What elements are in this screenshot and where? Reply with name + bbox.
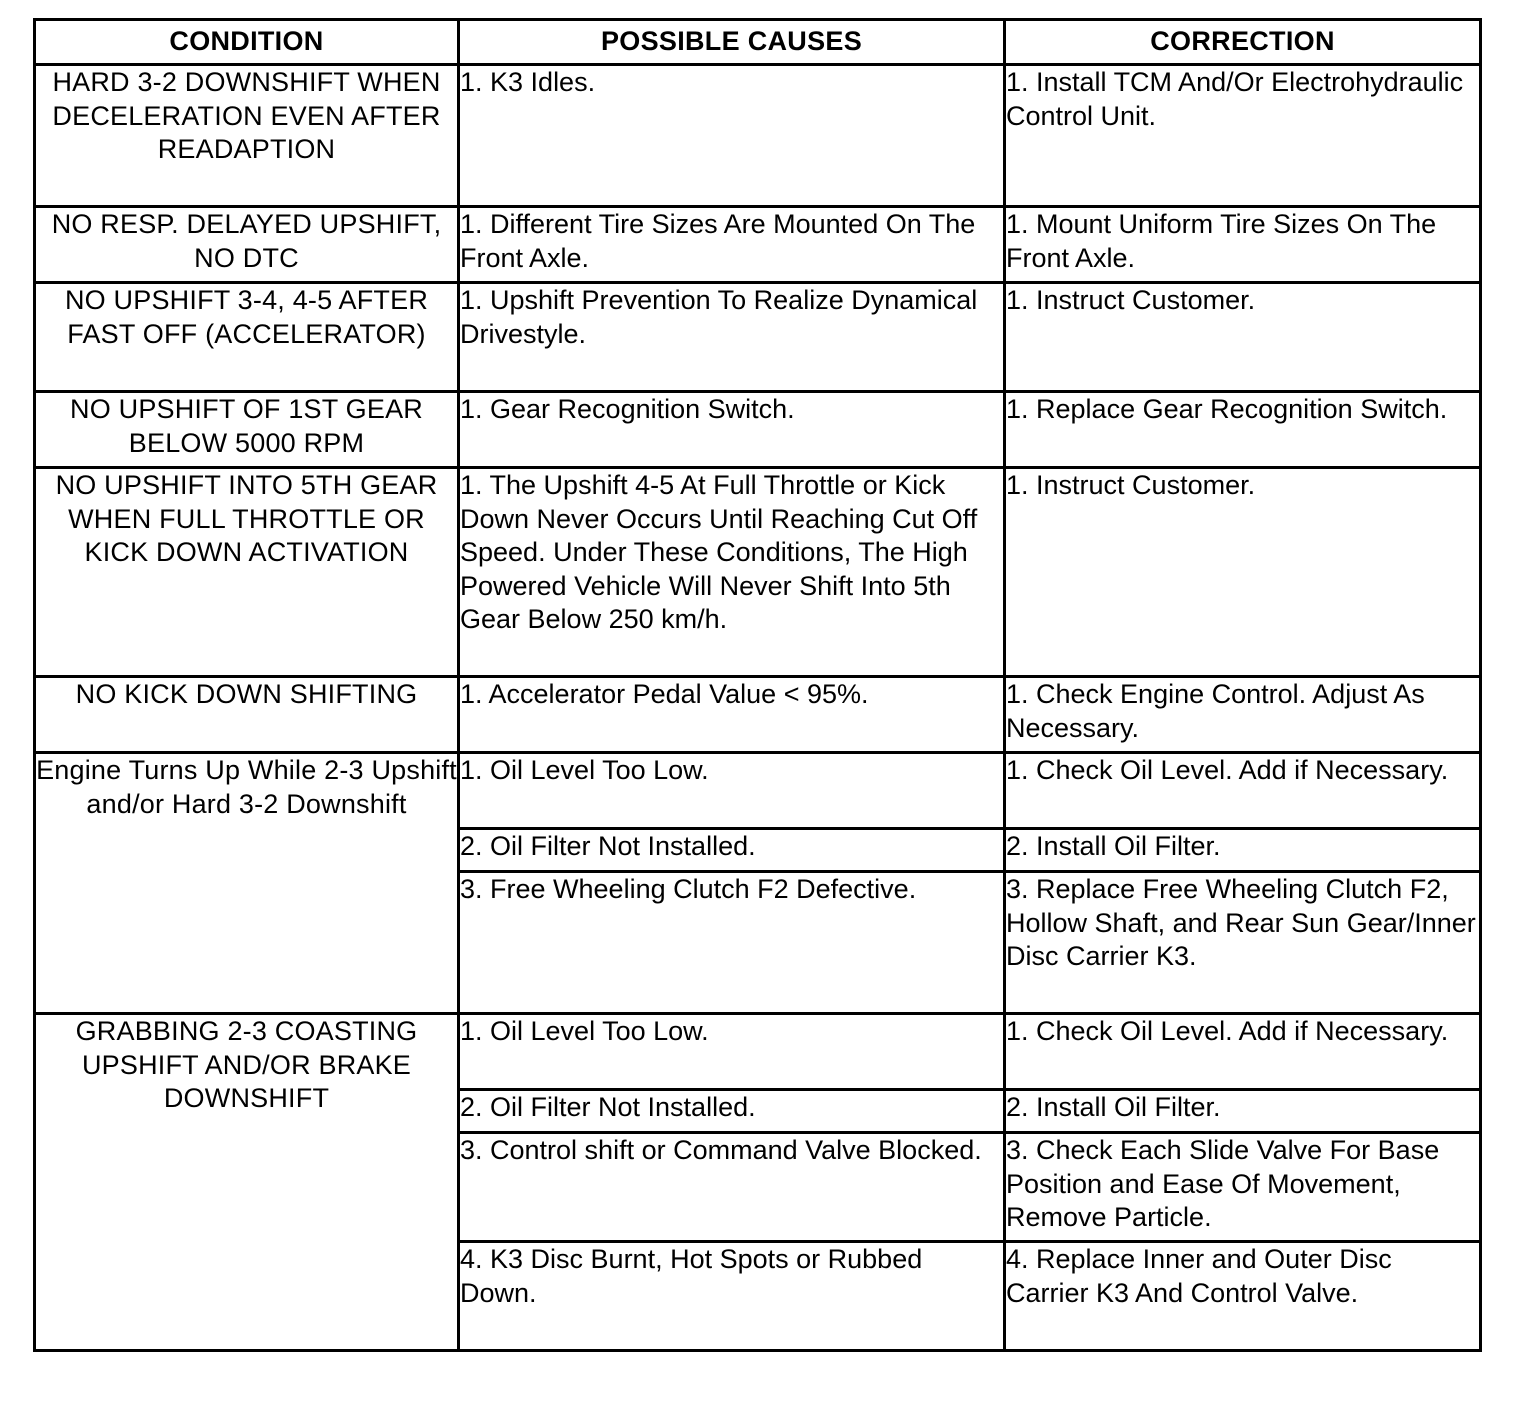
condition-cell: NO KICK DOWN SHIFTING	[35, 677, 459, 753]
condition-cell: NO UPSHIFT 3-4, 4-5 AFTER FAST OFF (ACCELERATOR)	[35, 283, 459, 392]
header-row	[35, 20, 1481, 65]
cause-cell: 1. K3 Idles.	[459, 65, 1005, 207]
correction-cell: 3. Check Each Slide Valve For Base Position and Ease Of Movement, Remove Particle.	[1005, 1133, 1481, 1242]
table-row	[35, 468, 1481, 677]
cause-cell: 1. Accelerator Pedal Value < 95%.	[459, 677, 1005, 753]
condition-cell: HARD 3-2 DOWNSHIFT WHEN DECELERATION EVEN AFTER READAPTION	[35, 65, 459, 207]
table-row	[35, 1014, 1481, 1090]
table-row	[35, 677, 1481, 753]
header-correction: CORRECTION	[1005, 20, 1481, 65]
cause-cell: 4. K3 Disc Burnt, Hot Spots or Rubbed Down.	[459, 1242, 1005, 1351]
correction-cell: 1. Instruct Customer.	[1005, 468, 1481, 677]
table-row	[35, 65, 1481, 207]
cause-cell: 1. Oil Level Too Low.	[459, 753, 1005, 829]
condition-cell: NO UPSHIFT OF 1ST GEAR BELOW 5000 RPM	[35, 392, 459, 468]
correction-cell: 2. Install Oil Filter.	[1005, 829, 1481, 872]
cause-cell: 1. Upshift Prevention To Realize Dynamical Drivestyle.	[459, 283, 1005, 392]
correction-cell: 1. Mount Uniform Tire Sizes On The Front Axle.	[1005, 207, 1481, 283]
cause-cell: 2. Oil Filter Not Installed.	[459, 829, 1005, 872]
cause-cell: 2. Oil Filter Not Installed.	[459, 1090, 1005, 1133]
correction-cell: 1. Check Oil Level. Add if Necessary.	[1005, 753, 1481, 829]
table-row	[35, 283, 1481, 392]
correction-cell: 2. Install Oil Filter.	[1005, 1090, 1481, 1133]
correction-cell: 1. Check Engine Control. Adjust As Necessary.	[1005, 677, 1481, 753]
cause-cell: 1. The Upshift 4-5 At Full Throttle or Kick Down Never Occurs Until Reaching Cut Off Speed. Under These Conditions, The High Powered Vehicle Will Never Shift Into 5th Gear Below 250 km/h.	[459, 468, 1005, 677]
table-row	[35, 392, 1481, 468]
header-possible-causes: POSSIBLE CAUSES	[459, 20, 1005, 65]
condition-cell: Engine Turns Up While 2-3 Upshift and/or Hard 3-2 Downshift	[35, 753, 459, 1014]
cause-cell: 3. Free Wheeling Clutch F2 Defective.	[459, 872, 1005, 1014]
correction-cell: 4. Replace Inner and Outer Disc Carrier K3 And Control Valve.	[1005, 1242, 1481, 1351]
correction-cell: 1. Install TCM And/Or Electrohydraulic Control Unit.	[1005, 65, 1481, 207]
cause-cell: 1. Oil Level Too Low.	[459, 1014, 1005, 1090]
cause-cell: 1. Gear Recognition Switch.	[459, 392, 1005, 468]
table-row	[35, 207, 1481, 283]
diagnosis-table	[33, 18, 1482, 1352]
header-condition: CONDITION	[35, 20, 459, 65]
correction-cell: 1. Replace Gear Recognition Switch.	[1005, 392, 1481, 468]
condition-cell: NO RESP. DELAYED UPSHIFT, NO DTC	[35, 207, 459, 283]
correction-cell: 1. Check Oil Level. Add if Necessary.	[1005, 1014, 1481, 1090]
table-row	[35, 753, 1481, 829]
condition-cell: GRABBING 2-3 COASTING UPSHIFT AND/OR BRAKE DOWNSHIFT	[35, 1014, 459, 1351]
condition-cell: NO UPSHIFT INTO 5TH GEAR WHEN FULL THROTTLE OR KICK DOWN ACTIVATION	[35, 468, 459, 677]
correction-cell: 3. Replace Free Wheeling Clutch F2, Hollow Shaft, and Rear Sun Gear/Inner Disc Carrier K3.	[1005, 872, 1481, 1014]
cause-cell: 1. Different Tire Sizes Are Mounted On The Front Axle.	[459, 207, 1005, 283]
correction-cell: 1. Instruct Customer.	[1005, 283, 1481, 392]
cause-cell: 3. Control shift or Command Valve Blocked.	[459, 1133, 1005, 1242]
